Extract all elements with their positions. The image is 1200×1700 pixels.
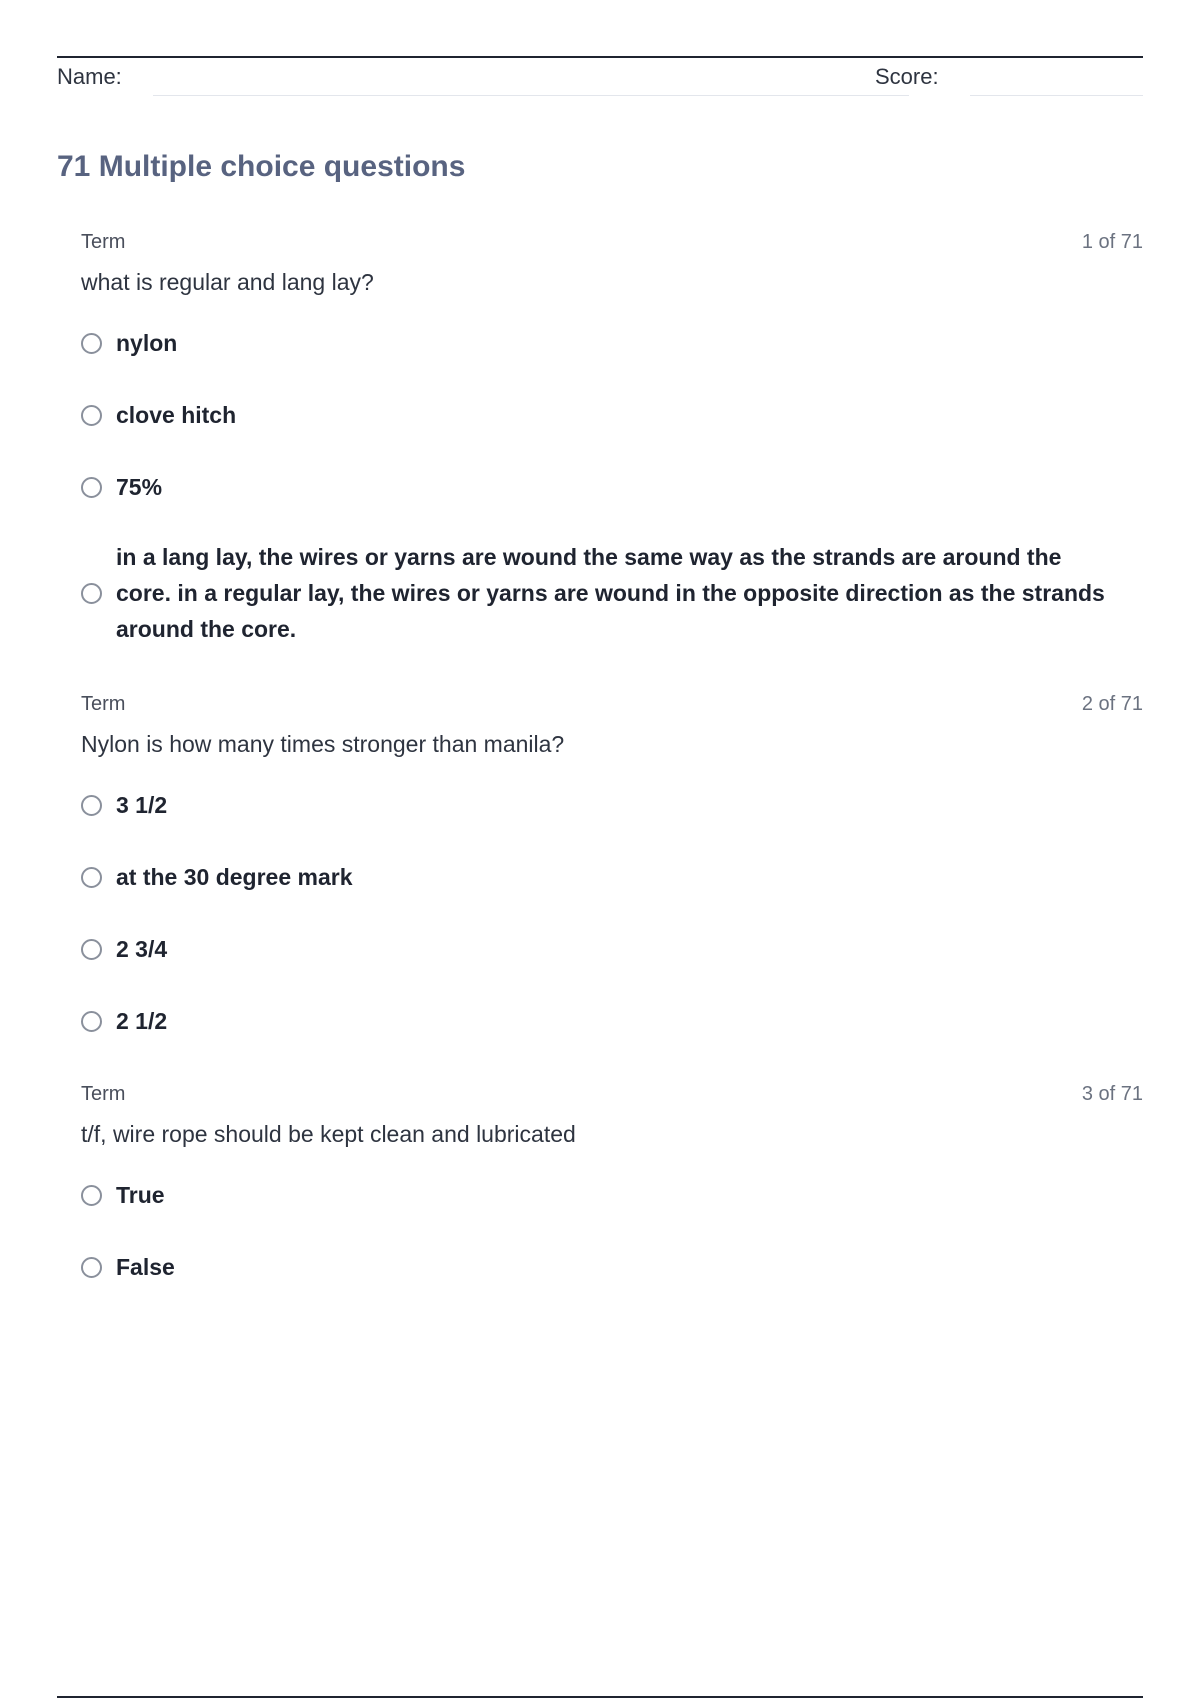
option-label: 75% [116,474,163,500]
answer-option[interactable] [81,857,1143,897]
option-list [81,323,1143,647]
question-3 [81,1081,1143,1287]
option-list [81,1175,1143,1287]
radio-icon[interactable] [81,333,102,354]
answer-option[interactable] [81,929,1143,969]
answer-option[interactable] [81,395,1143,435]
term-label: Term [81,231,126,253]
option-label: True [116,1182,165,1208]
option-label: False [116,1254,175,1280]
name-field[interactable] [153,95,909,96]
radio-icon[interactable] [81,583,102,604]
answer-option[interactable] [81,539,1143,647]
bottom-rule [57,1696,1143,1698]
option-label: clove hitch [116,402,237,428]
radio-icon[interactable] [81,1257,102,1278]
radio-icon[interactable] [81,1185,102,1206]
score-label: Score: [875,64,939,89]
answer-option[interactable] [81,1001,1143,1041]
radio-icon[interactable] [81,939,102,960]
option-label: 2 1/2 [116,1008,168,1034]
answer-option[interactable] [81,467,1143,507]
question-counter: 1 of 71 [1081,231,1143,253]
answer-option[interactable] [81,1175,1143,1215]
radio-icon[interactable] [81,795,102,816]
worksheet-header [57,62,1143,98]
answer-option[interactable] [81,785,1143,825]
question-1 [81,229,1143,647]
term-label: Term [81,1083,126,1105]
question-counter: 3 of 71 [1081,1083,1143,1105]
radio-icon[interactable] [81,405,102,426]
question-text: t/f, wire rope should be kept clean and lubricated [81,1121,576,1147]
option-label: in a lang lay, the wires or yarns are wound the same way as the strands are around the core. in a regular lay, the wires or yarns are wound in the opposite direction as the strands around the core. [116,544,1105,642]
section-title: 71 Multiple choice questions [57,150,466,183]
radio-icon[interactable] [81,1011,102,1032]
option-label: nylon [116,330,178,356]
score-field[interactable] [970,95,1143,96]
name-label: Name: [57,64,122,89]
option-list [81,785,1143,1041]
option-label: 3 1/2 [116,792,168,818]
option-label: 2 3/4 [116,936,168,962]
answer-option[interactable] [81,323,1143,363]
question-text: Nylon is how many times stronger than manila? [81,731,565,757]
term-label: Term [81,693,126,715]
question-counter: 2 of 71 [1081,693,1143,715]
radio-icon[interactable] [81,477,102,498]
question-text: what is regular and lang lay? [81,269,374,295]
top-rule [57,56,1143,58]
question-2 [81,691,1143,1041]
option-label: at the 30 degree mark [116,864,353,890]
radio-icon[interactable] [81,867,102,888]
answer-option[interactable] [81,1247,1143,1287]
